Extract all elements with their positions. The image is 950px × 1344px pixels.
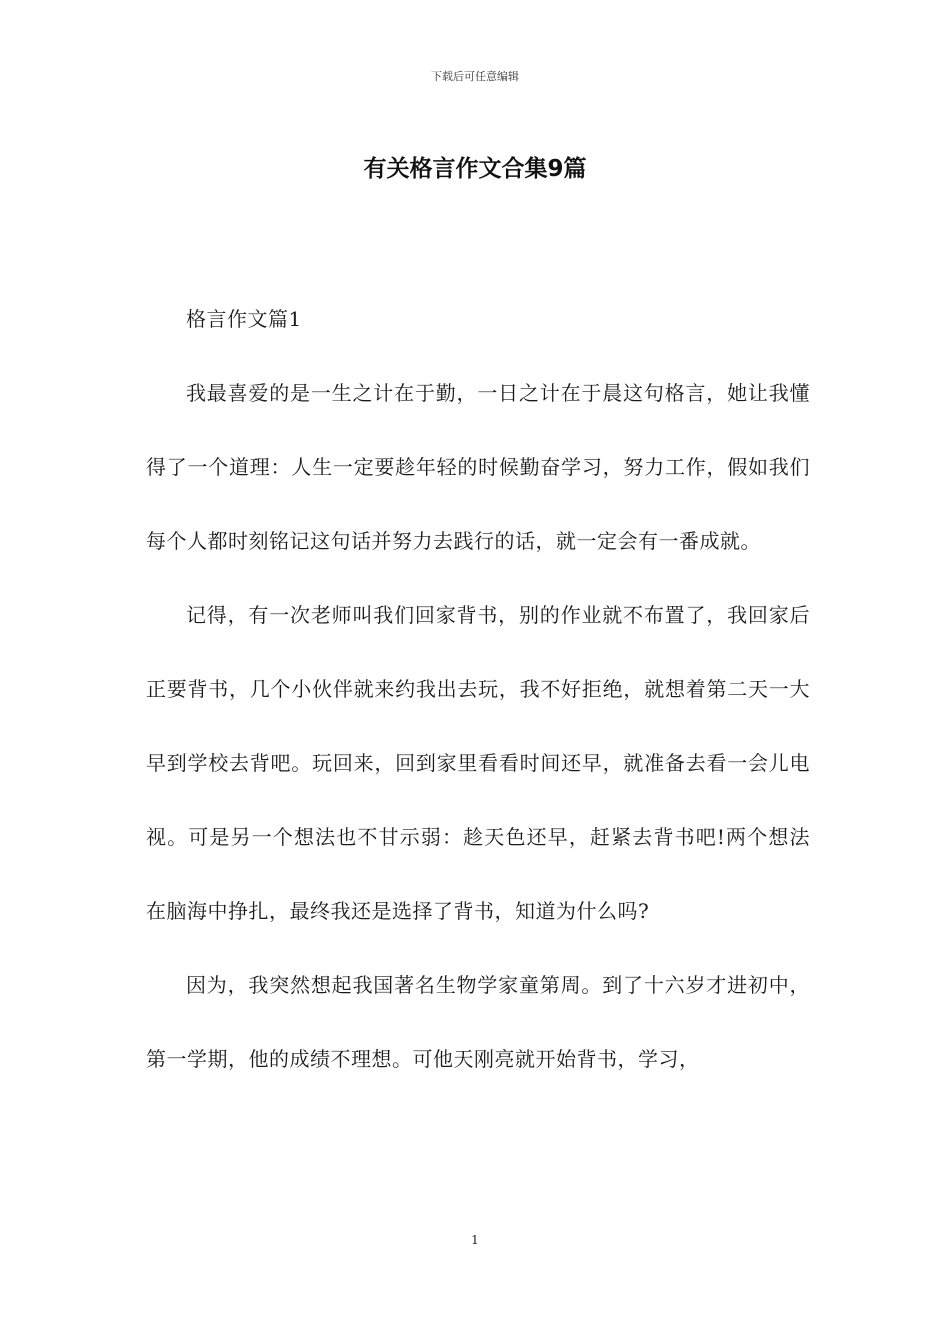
document-title: 有关格言作文合集9篇: [363, 156, 587, 182]
section-heading: 格言作文篇1: [186, 307, 302, 331]
document-body: [146, 282, 810, 1096]
header-note: 下载后可任意编辑: [431, 70, 519, 83]
paragraph-3: 因为，我突然想起我国著名生物学家童第周。到了十六岁才进初中，第一学期，他的成绩不理想。可他天刚亮就开始背书，学习，: [146, 973, 810, 1071]
page-number: 1: [471, 1233, 479, 1247]
paragraph-1: 我最喜爱的是一生之计在于勤，一日之计在于晨这句格言，她让我懂得了一个道理：人生一定要趁年轻的时候勤奋学习，努力工作，假如我们每个人都时刻铭记这句话并努力去践行的话，就一定会有一番成就。: [146, 381, 810, 553]
paragraph-2: 记得，有一次老师叫我们回家背书，别的作业就不布置了，我回家后正要背书，几个小伙伴就来约我出去玩，我不好拒绝，就想着第二天一大早到学校去背吧。玩回来，回到家里看看时间还早，就准备去看一会儿电视。可是另一个想法也不甘示弱：趁天色还早，赶紧去背书吧!两个想法在脑海中挣扎，最终我还是选择了背书，知道为什么吗?: [146, 603, 810, 923]
